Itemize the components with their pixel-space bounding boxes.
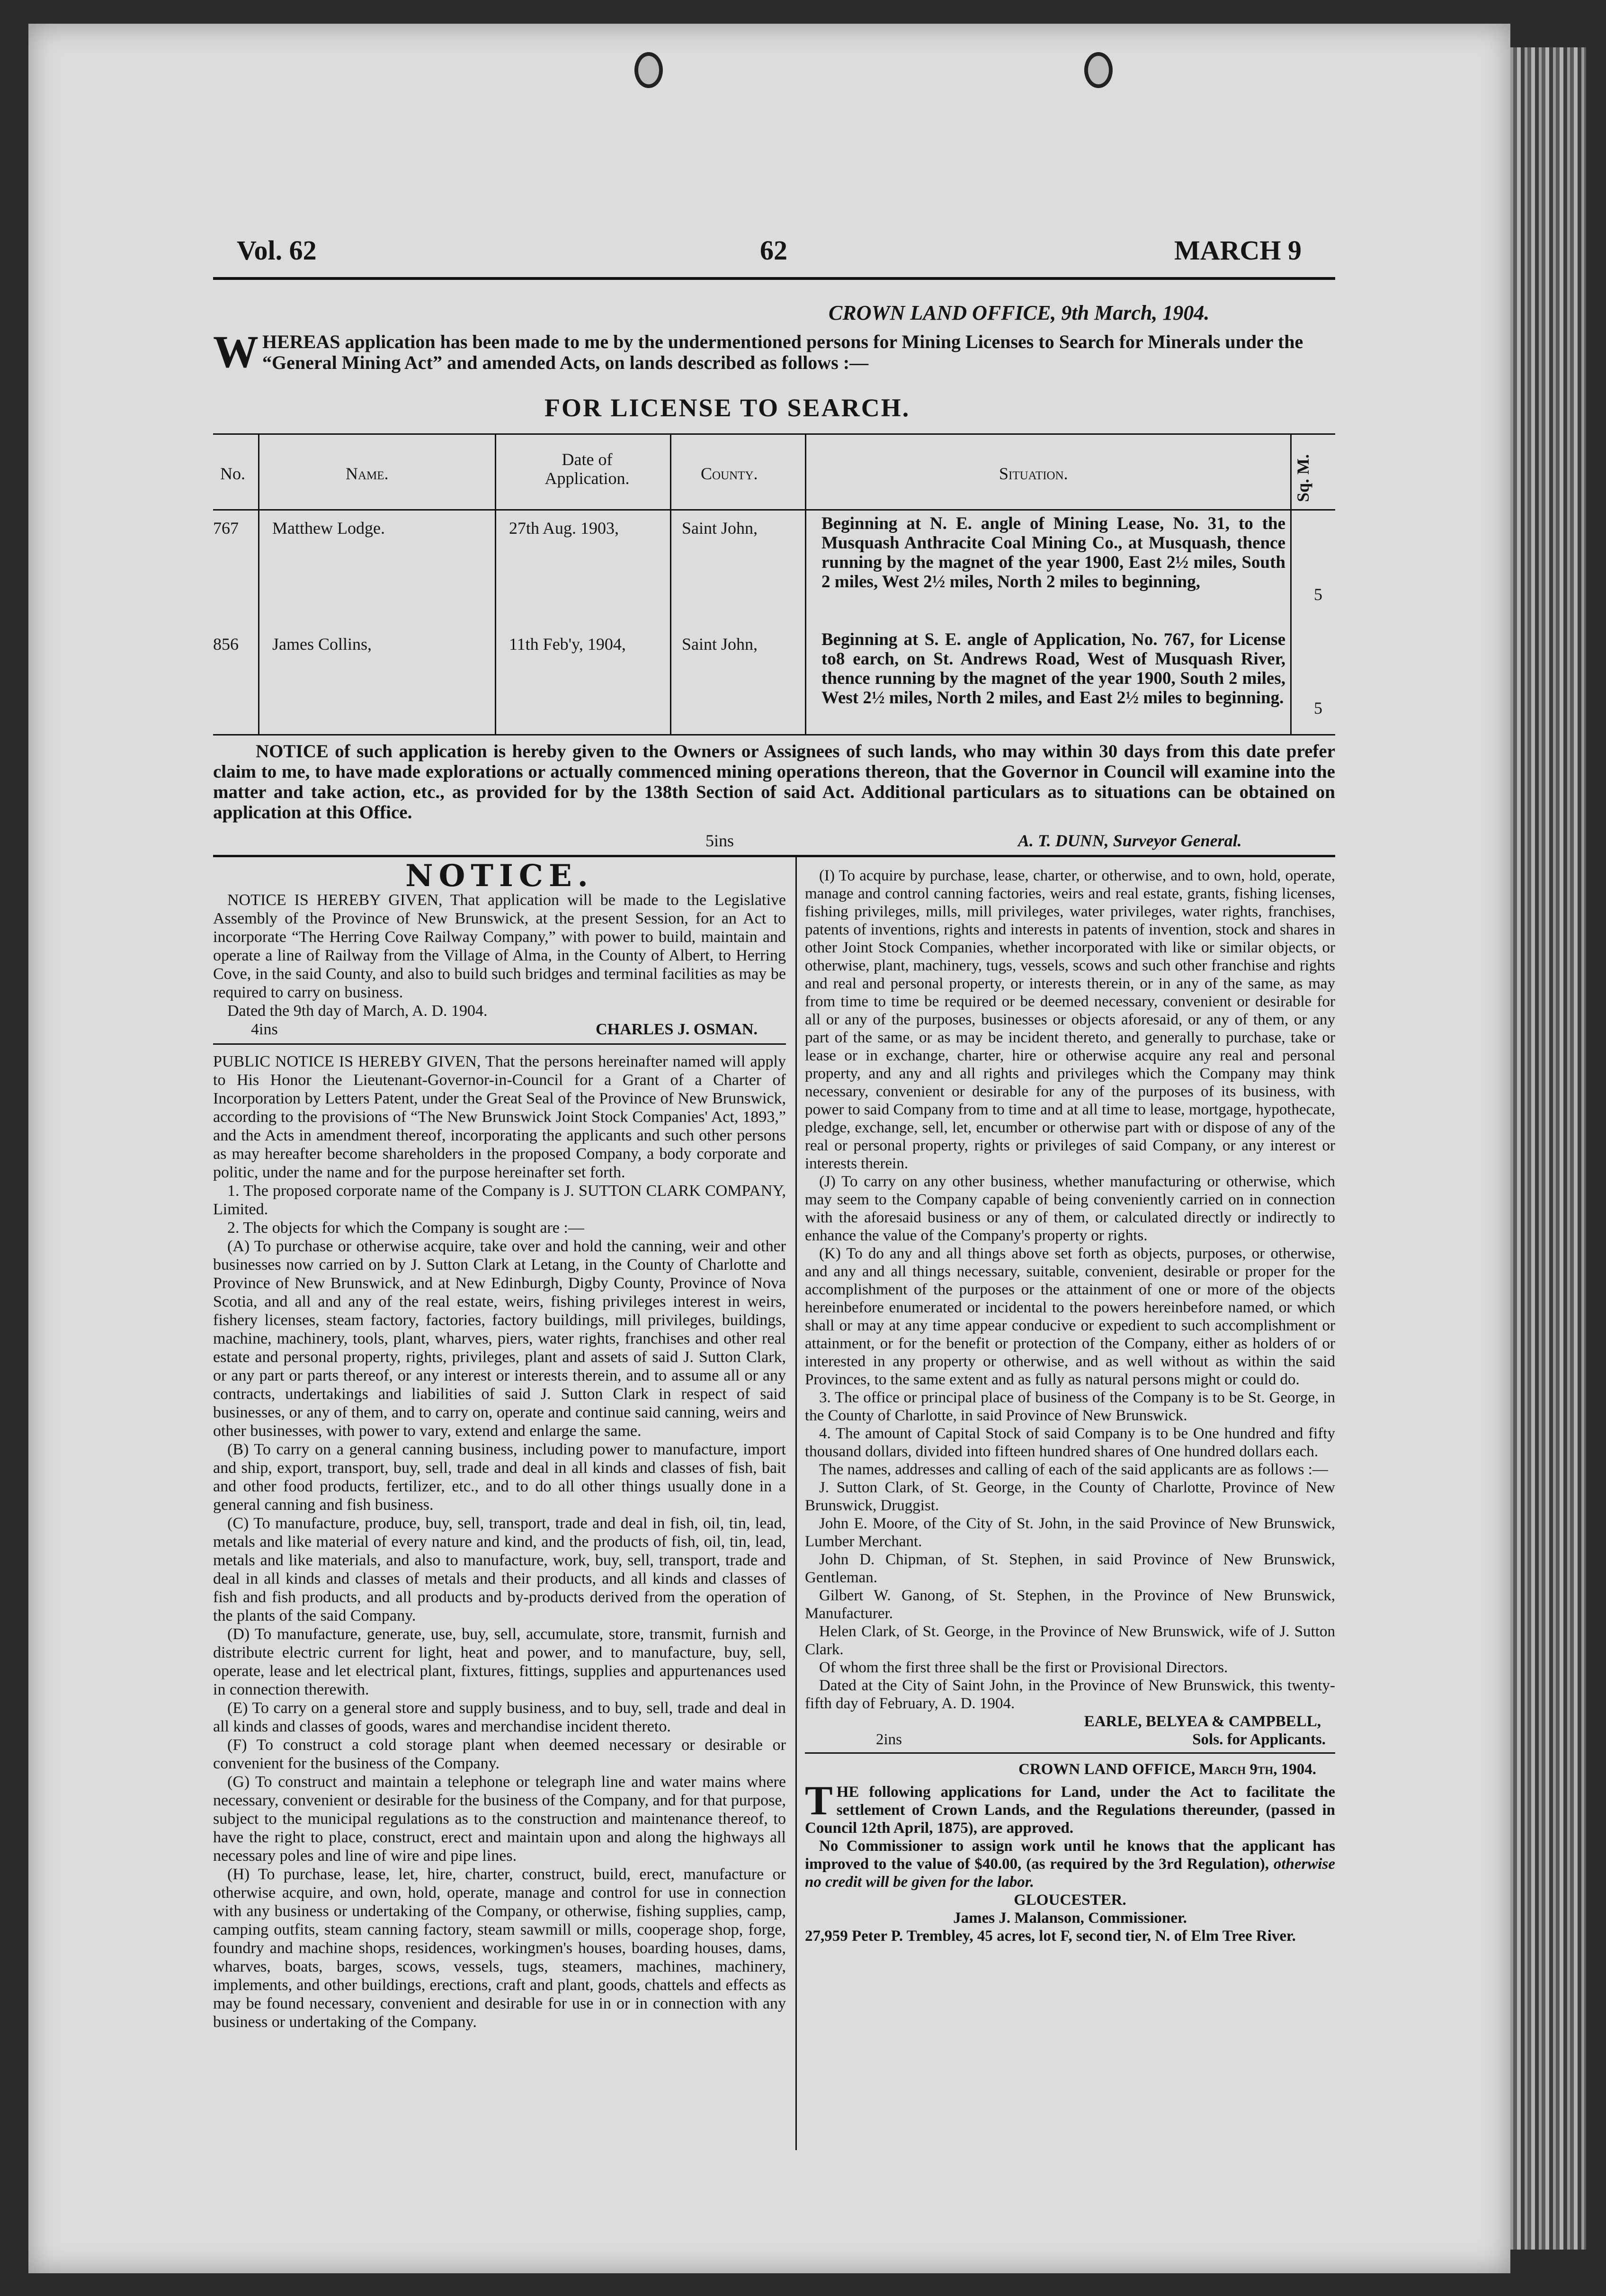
applicant-entry: Helen Clark, of St. George, in the Province of New Brunswick, wife of J. Sutton Clark.	[805, 1623, 1335, 1658]
col-header-situation: Situation.	[999, 464, 1068, 483]
public-notice-insertions: 2ins	[876, 1731, 902, 1748]
public-notice-item-1: 1. The proposed corporate name of the Company is J. SUTTON CLARK COMPANY, Limited.	[213, 1182, 786, 1218]
header-rule	[213, 277, 1335, 280]
book-binding-edge	[1510, 47, 1586, 2250]
crown-land-signature: A. T. DUNN, Surveyor General.	[1018, 831, 1242, 850]
crown-land-2-body-text: HE following applications for Land, under the Act to facilitate the settlement of Crown Lands, and the Regulations thereunder, (passed in Council 12th April, 1875), are approved.	[805, 1784, 1335, 1837]
page-number: 62	[760, 235, 787, 266]
row1-county: Saint John,	[682, 519, 758, 538]
public-notice-intro: PUBLIC NOTICE IS HEREBY GIVEN, That the persons hereinafter named will apply to His Honor the Lieutenant-Governor-in-Council for a Grant of a Charter of Incorporation by Letters Patent, under the Great Seal of the Province of New Brunswick, according to the provisions of “The New Brunswick Joint Stock Companies' Act, 1893,” and the Acts in amendment thereof, incorporating the applicants and such other persons as may hereafter become shareholders in the proposed Company, a body corporate and politic, under the name and for the purpose hereinafter set forth.	[213, 1053, 786, 1181]
public-notice-item-3: 3. The office or principal place of business of the Company is to be St. George, in the County of Charlotte, in said Province of New Brunswick.	[805, 1389, 1335, 1424]
volume-number: Vol. 62	[237, 235, 317, 266]
drop-cap: W	[213, 326, 259, 377]
herring-cove-notice-body: NOTICE IS HEREBY GIVEN, That application will be made to the Legislative Assembly of the Province of New Brunswick, at the present Session, for an Act to incorporate “The Herring Cove Railway Company,” with power to build, maintain and operate a line of Railway from the Village of Alma, in the County of Albert, to Herring Cove, in the said County, and also to build such bridges and terminal facilities as may be required to carry on business.	[213, 891, 786, 1001]
public-notice-signature: EARLE, BELYEA & CAMPBELL,	[1084, 1713, 1321, 1730]
left-column	[213, 858, 786, 2031]
public-notice-object-b: (B) To carry on a general canning business, including power to manufacture, import and ship, export, transport, buy, sell, trade and deal in all kinds and classes of fish, bait and other food products, fertilizer, etc., and to do all other things usually done in a general canning and fish business.	[213, 1441, 786, 1514]
row2-no: 856	[213, 635, 239, 654]
col-header-date: Date of Application.	[544, 450, 630, 488]
row1-date: 27th Aug. 1903,	[509, 519, 619, 538]
public-notice-dated: Dated at the City of Saint John, in the Province of New Brunswick, this twenty-fifth day of February, A. D. 1904.	[805, 1677, 1335, 1712]
public-notice-item-2: 2. The objects for which the Company is sought are :—	[227, 1219, 584, 1237]
public-notice-object-j: (J) To carry on any other business, whether manufacturing or otherwise, which may seem to the Company capable of being conveniently carried on in connection with the aforesaid business or any of them, or calculated directly or indirectly to enhance the value of the Company's property or rights.	[805, 1173, 1335, 1244]
crown-land-insertions: 5ins	[705, 831, 734, 850]
crown-land-2-entry: 27,959 Peter P. Trembley, 45 acres, lot F, second tier, N. of Elm Tree River.	[805, 1928, 1296, 1945]
public-notice-object-i: (I) To acquire by purchase, lease, charter, or otherwise, and to own, hold, operate, manage and control canning factories, weirs and real estate, grants, fishing licenses, fishing privileges, mills, mill privileges, water privileges, water rights, franchises, patents of inventions, rights and interests in patents of invention, stock and shares in other Joint Stock Companies, whether incorporated with like or similar objects, or otherwise, plant, machinery, tugs, vessels, scows and such other franchise and rights and real and personal property, or interests therein, or in any of the same, as may from time to time be required or be deemed necessary, convenient or desirable for all or any of the purposes, businesses or objects aforesaid, or any of them, or any part of the same, or as may be incident thereto, and generally to purchase, take or lease or in exchange, charter, hire or otherwise acquire any real and personal property, and any and all rights and privileges which the Company may think necessary, convenient or desirable for any of the purposes of its business, with power to said Company from to time and at all time to lease, mortgage, hypothecate, pledge, exchange, sell, let, encumber or otherwise part with or dispose of any of the real or personal property, rights or privileges of said Company, or any interest or interests therein.	[805, 867, 1335, 1172]
table-title: FOR LICENSE TO SEARCH.	[544, 394, 910, 422]
col-header-county: County.	[701, 464, 758, 483]
section-rule	[213, 1043, 786, 1045]
public-notice-object-e: (E) To carry on a general store and supply business, and to buy, sell, trade and deal in all kinds and classes of goods, wares and merchandise incident thereto.	[213, 1699, 786, 1735]
row1-situation: Beginning at N. E. angle of Mining Lease, No. 31, to the Musquash Anthracite Coal Mining Co., at Musquash, thence running by the magnet of the year 1900, East 2½ miles, South 2 miles, West 2½ miles, North 2 miles to beginning,	[821, 514, 1285, 592]
table-col-divider	[495, 433, 496, 734]
table-rule-bottom	[213, 734, 1335, 735]
public-notice-object-d: (D) To manufacture, generate, use, buy, sell, accumulate, store, transmit, furnish and distribute electric current for light, heat and power, and to manufacture, buy, sell, operate, lease and let electrical plant, fixtures, fittings, supplies and appurtenances used in connection therewith.	[213, 1625, 786, 1698]
crown-land-2-dateline: CROWN LAND OFFICE, March 9th, 1904.	[1018, 1761, 1316, 1778]
crown-land-2-county: GLOUCESTER.	[1014, 1892, 1126, 1909]
crown-land-2-commissioner-rule	[805, 1837, 1335, 1891]
table-col-divider	[805, 433, 806, 734]
row1-sqm: 5	[1314, 585, 1322, 604]
public-notice-directors: Of whom the first three shall be the first or Provisional Directors.	[819, 1659, 1228, 1676]
public-notice-object-f: (F) To construct a cold storage plant when deemed necessary or desirable or convenient for the business of the Company.	[213, 1736, 786, 1772]
col-header-sqm: Sq. M.	[1294, 454, 1312, 502]
notice-title: NOTICE.	[405, 858, 594, 894]
applicant-entry: J. Sutton Clark, of St. George, in the County of Charlotte, Province of New Brunswick, Druggist.	[805, 1479, 1335, 1514]
punch-hole	[1084, 52, 1113, 88]
issue-date: MARCH 9	[1174, 235, 1302, 266]
column-divider	[795, 857, 797, 2150]
crown-land-intro	[213, 326, 1335, 377]
section-rule	[213, 855, 1335, 857]
applicant-entry: John E. Moore, of the City of St. John, in the said Province of New Brunswick, Lumber Merchant.	[805, 1515, 1335, 1550]
drop-cap: T	[805, 1778, 833, 1824]
row2-date: 11th Feb'y, 1904,	[509, 635, 626, 654]
right-column	[805, 867, 1335, 1945]
table-col-divider	[1290, 433, 1292, 734]
commissioner-rule-text: No Commissioner to assign work until he knows that the applicant has improved to the value of $40.00, (as required by the 3rd Regulation),	[805, 1838, 1335, 1873]
table-col-divider	[670, 433, 671, 734]
commissioner-rule-italic: otherwise no credit will be given for the labor.	[805, 1856, 1335, 1891]
row2-county: Saint John,	[682, 635, 758, 654]
public-notice-object-h: (H) To purchase, lease, let, hire, charter, construct, build, erect, manufacture or otherwise acquire, and own, hold, operate, manage and control for use in connection with any business or undertaking of the Company, or otherwise, fishing supplies, camp, camping outfits, steam canning factory, steam sawmill or mills, cooperage shop, forge, foundry and machine shops, residences, workingmen's houses, boarding houses, dams, wharves, boats, barges, scows, vessels, tugs, steamers, machines, machinery, implements, and other buildings, erections, craft and plant, goods, chattels and effects as may be found necessary, convenient and desirable for use in or in connection with any business or undertaking of the Company.	[213, 1866, 786, 2031]
row2-situation: Beginning at S. E. angle of Application, No. 767, for License to8 earch, on St. Andrews Road, West of Musquash River, thence running by the magnet of the year 1900, South 2 miles, West 2½ miles, North 2 miles, and East 2½ miles to beginning.	[821, 630, 1285, 708]
public-notice-object-a: (A) To purchase or otherwise acquire, take over and hold the canning, weir and other businesses now carried on by J. Sutton Clark at Letang, in the County of Charlotte and Province of New Brunswick, and at New Edinburgh, Digby County, Province of Nova Scotia, and all and any of the real estate, weirs, fishing privileges interest in weirs, fishery licenses, steam factory, factories, factory buildings, mill privileges, buildings, machine, machinery, tools, plant, wharves, piers, water rights, franchises and other real estate and personal property, rights, privileges, plant and assets of said J. Sutton Clark, or any part or parts thereof, or any interest or interests therein, and to assume all or any contracts, undertakings and liabilities of said J. Sutton Clark in respect of said businesses, or any of them, and to carry on, operate and continue said canning, weirs and other businesses, with power to vary, extend and enlarge the same.	[213, 1238, 786, 1440]
col-header-no: No.	[220, 464, 245, 483]
herring-cove-dated: Dated the 9th day of March, A. D. 1904.	[227, 1002, 488, 1020]
row2-name: James Collins,	[272, 635, 372, 654]
row2-sqm: 5	[1314, 699, 1322, 718]
herring-cove-signature: CHARLES J. OSMAN.	[596, 1021, 758, 1038]
table-col-divider	[258, 433, 259, 734]
herring-cove-insertions: 4ins	[251, 1021, 278, 1038]
public-notice-object-c: (C) To manufacture, produce, buy, sell, transport, trade and deal in fish, oil, tin, lead, metals and like material of every nature and kind, and the products of fish, oil, tin, lead, metals and like materials, and also to manufacture, work, buy, sell, transport, trade and deal in all kinds and classes of metals and their products, and all kinds and classes of fish and fish products, and all products and by-products derived from the operation of the plants of the said Company.	[213, 1515, 786, 1624]
punch-hole	[634, 52, 663, 88]
crown-land-notice-text: NOTICE of such application is hereby given to the Owners or Assignees of such lands, who may within 30 days from this date prefer claim to me, to have made explorations or actually commenced mining operations thereon, that the Governor in Council will examine into the matter and take action, etc., as provided for by the 138th Section of said Act. Additional particulars as to situations can be obtained on application at this Office.	[213, 741, 1335, 823]
row1-no: 767	[213, 519, 239, 538]
table-rule-top	[213, 433, 1335, 435]
row1-name: Matthew Lodge.	[272, 519, 385, 538]
crown-land-dateline: CROWN LAND OFFICE, 9th March, 1904.	[829, 301, 1210, 324]
applicant-entry: John D. Chipman, of St. Stephen, in said Province of New Brunswick, Gentleman.	[805, 1551, 1335, 1586]
public-notice-object-k: (K) To do any and all things above set forth as objects, purposes, or otherwise, and any and all things necessary, suitable, convenient, desirable or proper for the accomplishment of the purposes or the attainment of one or more of the objects hereinbefore enumerated or incidental to the powers hereinbefore named, or which shall or may at any time appear conducive or expedient to such accomplishment or attainment, or for the benefit or protection of the Company, either as holders of or interested in any property or otherwise, and as well without as within the said Provinces, to the same extent and as fully as natural persons might or could do.	[805, 1245, 1335, 1388]
public-notice-solicitors: Sols. for Applicants.	[1192, 1731, 1326, 1748]
crown-land-2-commissioner: James J. Malanson, Commissioner.	[953, 1910, 1187, 1927]
public-notice-applicants-intro: The names, addresses and calling of each of the said applicants are as follows :—	[819, 1461, 1328, 1478]
table-rule-header	[213, 509, 1335, 511]
crown-land-2-body	[805, 1778, 1335, 1837]
public-notice-object-g: (G) To construct and maintain a telephone or telegraph line and water mains where necessary, convenient or desirable for the business of the Company, and for that purpose, subject to the municipal regulations as to the construction and maintenance thereof, to have the right to place, construct, erect and maintain upon and along the highways all necessary poles and line of wire and pipe lines.	[213, 1773, 786, 1865]
public-notice-item-4: 4. The amount of Capital Stock of said Company is to be One hundred and fifty thousand dollars, divided into fifteen hundred shares of One hundred dollars each.	[805, 1425, 1335, 1460]
crown-land-intro-text: HEREAS application has been made to me by the undermentioned persons for Mining Licenses to Search for Minerals under the “General Mining Act” and amended Acts, on lands described as follows :—	[262, 331, 1303, 373]
section-rule	[805, 1752, 1335, 1754]
applicant-entry: Gilbert W. Ganong, of St. Stephen, in the Province of New Brunswick, Manufacturer.	[805, 1587, 1335, 1622]
col-header-name: Name.	[346, 464, 389, 483]
